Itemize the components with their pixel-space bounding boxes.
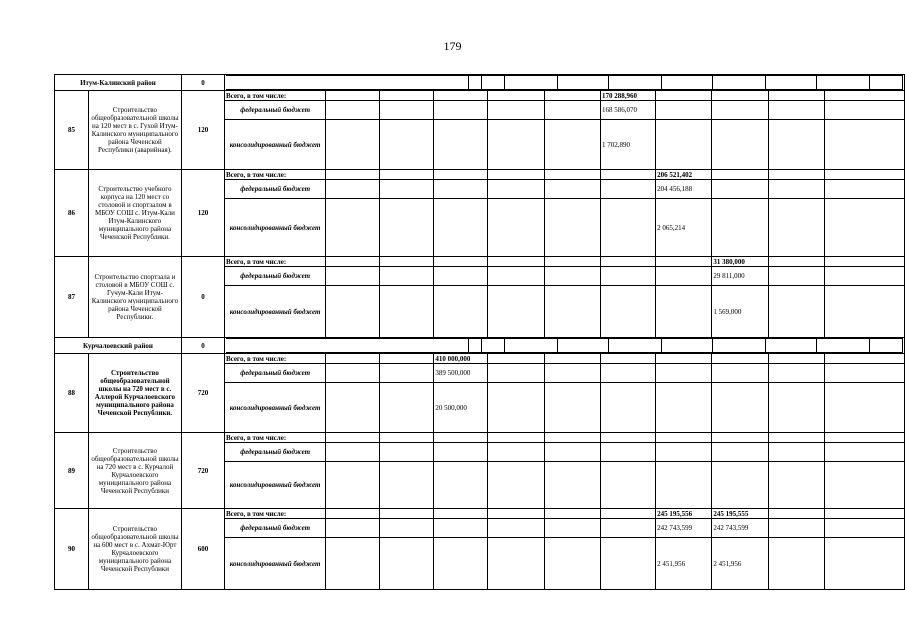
project-capacity: 120 <box>181 170 224 257</box>
value-cell <box>768 538 824 590</box>
value-cell: 242 743,599 <box>712 519 768 538</box>
page-number: 179 <box>443 39 462 53</box>
value-cell <box>656 433 712 443</box>
budget-label-consolidated: консолидированный бюджет <box>224 462 325 509</box>
budget-label-federal: федеральный бюджет <box>224 180 325 199</box>
value-cell <box>600 519 655 538</box>
value-cell <box>600 538 655 590</box>
value-cell <box>712 101 768 120</box>
value-cell <box>488 180 544 199</box>
value-cell <box>824 519 904 538</box>
value-cell <box>380 383 434 433</box>
value-cell <box>824 443 904 462</box>
budget-label-consolidated: консолидированный бюджет <box>224 120 325 170</box>
value-cell <box>544 286 600 338</box>
value-cell <box>326 267 380 286</box>
value-cell <box>488 101 544 120</box>
value-cell <box>824 101 904 120</box>
value-cell <box>824 354 904 364</box>
value-cell <box>488 354 544 364</box>
value-cell <box>544 91 600 101</box>
value-cell <box>712 364 768 383</box>
value-cell <box>600 257 655 267</box>
value-cell <box>600 286 655 338</box>
value-cell <box>488 509 544 519</box>
value-cell <box>768 383 824 433</box>
value-cell <box>712 354 768 364</box>
value-cell <box>488 170 544 180</box>
value-cell <box>380 354 434 364</box>
value-cell <box>488 443 544 462</box>
budget-label-total: Всего, в том числе: <box>224 509 325 519</box>
value-cell <box>824 199 904 257</box>
value-cell <box>544 199 600 257</box>
value-cell <box>488 286 544 338</box>
value-cell <box>712 462 768 509</box>
value-cell <box>656 91 712 101</box>
project-capacity: 600 <box>181 509 224 590</box>
value-cell <box>600 180 655 199</box>
value-cell <box>380 364 434 383</box>
value-cell <box>326 519 380 538</box>
value-cell <box>544 538 600 590</box>
value-cell: 31 380,000 <box>712 257 768 267</box>
value-cell <box>544 509 600 519</box>
value-cell <box>768 170 824 180</box>
value-cell <box>712 120 768 170</box>
value-cell <box>600 462 655 509</box>
value-cell <box>380 538 434 590</box>
value-cell <box>824 383 904 433</box>
budget-label-total: Всего, в том числе: <box>224 354 325 364</box>
district-row <box>55 75 905 91</box>
value-cell <box>326 170 380 180</box>
value-cell <box>434 267 488 286</box>
project-total-row <box>55 354 905 364</box>
value-cell <box>326 364 380 383</box>
value-cell <box>768 101 824 120</box>
value-cell <box>544 364 600 383</box>
value-cell <box>600 509 655 519</box>
value-cell: 204 456,188 <box>656 180 712 199</box>
value-cell <box>488 199 544 257</box>
value-cell <box>326 257 380 267</box>
budget-table <box>54 74 905 590</box>
project-number: 87 <box>55 257 89 338</box>
value-cell: 245 195,555 <box>712 509 768 519</box>
value-cell <box>326 286 380 338</box>
value-cell: 410 000,000 <box>434 354 488 364</box>
value-cell <box>326 180 380 199</box>
value-cell <box>434 286 488 338</box>
value-cell <box>380 443 434 462</box>
district-value: 0 <box>181 338 224 354</box>
value-cell <box>544 354 600 364</box>
value-cell <box>768 286 824 338</box>
project-number: 88 <box>55 354 89 433</box>
value-cell <box>544 462 600 509</box>
value-cell: 242 743,599 <box>656 519 712 538</box>
budget-label-consolidated: консолидированный бюджет <box>224 286 325 338</box>
value-cell <box>656 462 712 509</box>
value-cell <box>656 267 712 286</box>
value-cell <box>768 354 824 364</box>
project-capacity: 0 <box>181 257 224 338</box>
district-cells <box>224 75 904 91</box>
project-description: Строительство общеобразовательной школы на 120 мест в с. Гухой Итум-Калинского муниципального района Чеченской Республики (аварийная). <box>88 91 181 170</box>
value-cell <box>326 433 380 443</box>
value-cell <box>768 433 824 443</box>
value-cell <box>656 443 712 462</box>
value-cell <box>768 91 824 101</box>
value-cell <box>326 354 380 364</box>
project-description: Строительство общеобразовательной школы на 600 мест в с. Ахмат-Юрт Курчалоевского муниципального района Чеченской Республики <box>88 509 181 590</box>
value-cell <box>656 354 712 364</box>
value-cell <box>488 257 544 267</box>
value-cell <box>326 462 380 509</box>
value-cell: 20 500,000 <box>434 383 488 433</box>
value-cell <box>712 180 768 199</box>
value-cell <box>326 199 380 257</box>
value-cell <box>768 199 824 257</box>
value-cell <box>544 443 600 462</box>
value-cell: 29 811,000 <box>712 267 768 286</box>
value-cell <box>768 509 824 519</box>
project-total-row <box>55 509 905 519</box>
budget-label-federal: федеральный бюджет <box>224 267 325 286</box>
value-cell <box>712 170 768 180</box>
district-name: Курчалоевский район <box>55 338 182 354</box>
budget-label-federal: федеральный бюджет <box>224 443 325 462</box>
value-cell <box>434 257 488 267</box>
value-cell <box>824 433 904 443</box>
value-cell <box>656 120 712 170</box>
project-capacity: 120 <box>181 91 224 170</box>
value-cell <box>380 433 434 443</box>
value-cell <box>824 180 904 199</box>
value-cell <box>380 462 434 509</box>
budget-label-total: Всего, в том числе: <box>224 257 325 267</box>
value-cell <box>600 443 655 462</box>
value-cell <box>488 462 544 509</box>
value-cell <box>768 519 824 538</box>
value-cell <box>768 120 824 170</box>
value-cell <box>434 101 488 120</box>
value-cell <box>434 509 488 519</box>
district-row <box>55 338 905 354</box>
value-cell <box>656 286 712 338</box>
value-cell <box>380 286 434 338</box>
value-cell <box>600 170 655 180</box>
budget-label-consolidated: консолидированный бюджет <box>224 383 325 433</box>
value-cell <box>380 120 434 170</box>
value-cell: 2 451,956 <box>656 538 712 590</box>
value-cell <box>768 462 824 509</box>
budget-label-consolidated: консолидированный бюджет <box>224 538 325 590</box>
value-cell <box>326 509 380 519</box>
value-cell <box>600 354 655 364</box>
value-cell <box>434 170 488 180</box>
budget-label-consolidated: консолидированный бюджет <box>224 199 325 257</box>
value-cell <box>434 433 488 443</box>
value-cell: 2 065,214 <box>656 199 712 257</box>
value-cell <box>434 538 488 590</box>
project-total-row <box>55 170 905 180</box>
value-cell <box>544 267 600 286</box>
project-capacity: 720 <box>181 354 224 433</box>
project-description: Строительство спортзала и столовой в МБОУ СОШ с. Гучум-Кали Итум-Калинского муниципального района Чеченской Республики. <box>88 257 181 338</box>
value-cell: 206 521,402 <box>656 170 712 180</box>
value-cell <box>380 180 434 199</box>
value-cell <box>656 257 712 267</box>
value-cell <box>326 120 380 170</box>
value-cell: 1 569,000 <box>712 286 768 338</box>
value-cell: 245 195,556 <box>656 509 712 519</box>
value-cell <box>712 443 768 462</box>
value-cell <box>768 364 824 383</box>
budget-label-total: Всего, в том числе: <box>224 170 325 180</box>
value-cell <box>488 538 544 590</box>
value-cell <box>326 538 380 590</box>
value-cell <box>488 383 544 433</box>
value-cell <box>380 101 434 120</box>
value-cell <box>326 383 380 433</box>
value-cell <box>380 267 434 286</box>
value-cell <box>380 170 434 180</box>
project-number: 90 <box>55 509 89 590</box>
value-cell <box>326 101 380 120</box>
value-cell: 1 702,890 <box>600 120 655 170</box>
value-cell <box>600 267 655 286</box>
value-cell <box>488 433 544 443</box>
value-cell <box>824 120 904 170</box>
budget-label-total: Всего, в том числе: <box>224 433 325 443</box>
project-number: 85 <box>55 91 89 170</box>
value-cell <box>434 180 488 199</box>
value-cell <box>544 519 600 538</box>
value-cell: 168 586,070 <box>600 101 655 120</box>
value-cell <box>488 364 544 383</box>
district-value: 0 <box>181 75 224 91</box>
value-cell <box>600 433 655 443</box>
value-cell <box>768 267 824 286</box>
district-name: Итум-Калинский район <box>55 75 182 91</box>
project-number: 89 <box>55 433 89 509</box>
value-cell <box>824 267 904 286</box>
value-cell <box>768 180 824 199</box>
value-cell: 170 288,960 <box>600 91 655 101</box>
value-cell <box>768 257 824 267</box>
budget-label-federal: федеральный бюджет <box>224 101 325 120</box>
value-cell <box>434 519 488 538</box>
value-cell <box>656 383 712 433</box>
value-cell <box>380 257 434 267</box>
value-cell <box>824 509 904 519</box>
value-cell <box>544 257 600 267</box>
budget-label-total: Всего, в том числе: <box>224 91 325 101</box>
value-cell <box>544 101 600 120</box>
value-cell <box>824 364 904 383</box>
value-cell <box>824 286 904 338</box>
value-cell <box>488 91 544 101</box>
value-cell <box>824 462 904 509</box>
value-cell <box>712 199 768 257</box>
value-cell <box>712 433 768 443</box>
budget-label-federal: федеральный бюджет <box>224 364 325 383</box>
value-cell <box>712 383 768 433</box>
value-cell <box>380 199 434 257</box>
project-total-row <box>55 433 905 443</box>
value-cell <box>488 519 544 538</box>
value-cell <box>434 120 488 170</box>
value-cell <box>712 91 768 101</box>
value-cell <box>544 170 600 180</box>
value-cell <box>488 120 544 170</box>
value-cell <box>326 91 380 101</box>
value-cell: 2 451,956 <box>712 538 768 590</box>
district-cells <box>224 338 904 354</box>
project-description: Строительство учебного корпуса на 120 мест со столовой и спортзалом в МБОУ СОШ с. Итум-Кали Итум-Калинского муниципального района Чеченской Республики. <box>88 170 181 257</box>
project-description: Строительство общеобразовательной школы на 720 мест в с. Курчалой Курчалоевского муниципального района Чеченской Республики <box>88 433 181 509</box>
value-cell <box>434 443 488 462</box>
value-cell <box>824 91 904 101</box>
value-cell <box>824 170 904 180</box>
value-cell <box>434 199 488 257</box>
project-description: Строительство общеобразовательной школы на 720 мест в с. Аллерой Курчалоевского муниципального района Чеченской Республики. <box>88 354 181 433</box>
value-cell: 389 500,000 <box>434 364 488 383</box>
project-total-row <box>55 91 905 101</box>
project-total-row <box>55 257 905 267</box>
value-cell <box>380 519 434 538</box>
value-cell <box>434 462 488 509</box>
value-cell <box>326 443 380 462</box>
value-cell <box>544 180 600 199</box>
value-cell <box>380 509 434 519</box>
value-cell <box>656 101 712 120</box>
value-cell <box>380 91 434 101</box>
value-cell <box>544 383 600 433</box>
value-cell <box>768 443 824 462</box>
project-capacity: 720 <box>181 433 224 509</box>
value-cell <box>488 267 544 286</box>
value-cell <box>434 91 488 101</box>
budget-label-federal: федеральный бюджет <box>224 519 325 538</box>
value-cell <box>600 383 655 433</box>
value-cell <box>544 433 600 443</box>
value-cell <box>824 538 904 590</box>
project-number: 86 <box>55 170 89 257</box>
value-cell <box>600 364 655 383</box>
value-cell <box>544 120 600 170</box>
value-cell <box>824 257 904 267</box>
value-cell <box>600 199 655 257</box>
value-cell <box>656 364 712 383</box>
